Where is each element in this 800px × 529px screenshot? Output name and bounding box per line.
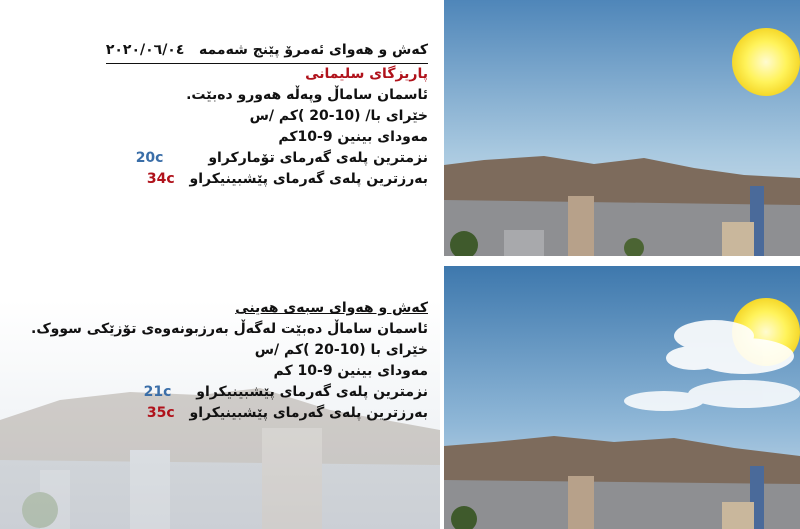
today-heading xyxy=(106,40,428,64)
tomorrow-min-temp xyxy=(68,382,428,403)
tomorrow-min-label: نزمترین پلەی گەرمای پێشبینیکراو xyxy=(196,384,428,400)
tomorrow-header: کەش و هەوای سبەی هەینی xyxy=(235,300,428,316)
today-max-value: 34c xyxy=(146,171,175,187)
tomorrow-wind: خێرای با (10-20 )کم /س xyxy=(254,342,428,358)
weather-photo-tomorrow xyxy=(444,266,800,529)
today-date: ٢٠٢٠/٠٦/٠٤ xyxy=(105,42,185,58)
today-max-temp xyxy=(98,169,428,190)
tomorrow-visibility: مەودای بینین 9-10 کم xyxy=(273,363,428,379)
weather-photo-today xyxy=(444,0,800,256)
tomorrow-max-value: 35c xyxy=(146,405,175,421)
today-min-temp xyxy=(98,148,428,169)
today-header: کەش و هەوای ئەمرۆ پێنج شەممە xyxy=(199,42,428,58)
region-name: پاریزگای سلیمانی xyxy=(305,66,428,82)
today-max-label: بەرزترین پلەی گەرمای پێشبینیکراو xyxy=(189,171,428,187)
tomorrow-sky: ئاسمان ساماڵ دەبێت لەگەڵ بەرزبونەوەی تۆزێکی سووک. xyxy=(31,321,428,337)
tomorrow-forecast xyxy=(31,298,428,424)
tomorrow-max-label: بەرزترین پلەی گەرمای پێشبینیکراو xyxy=(189,405,428,421)
today-min-value: 20c xyxy=(135,150,164,166)
today-forecast xyxy=(98,40,428,190)
today-sky: ئاسمان ساماڵ وپەڵە هەورو دەبێت. xyxy=(186,87,428,103)
tomorrow-min-value: 21c xyxy=(143,384,172,400)
today-visibility: مەودای بینین 9-10کم xyxy=(278,129,428,145)
today-min-label: نزمترین پلەی گەرمای تۆمارکراو xyxy=(208,150,428,166)
sun-icon xyxy=(732,28,800,96)
today-wind: خێرای با/ (10-20 )کم /س xyxy=(249,108,428,124)
tomorrow-max-temp xyxy=(68,403,428,424)
